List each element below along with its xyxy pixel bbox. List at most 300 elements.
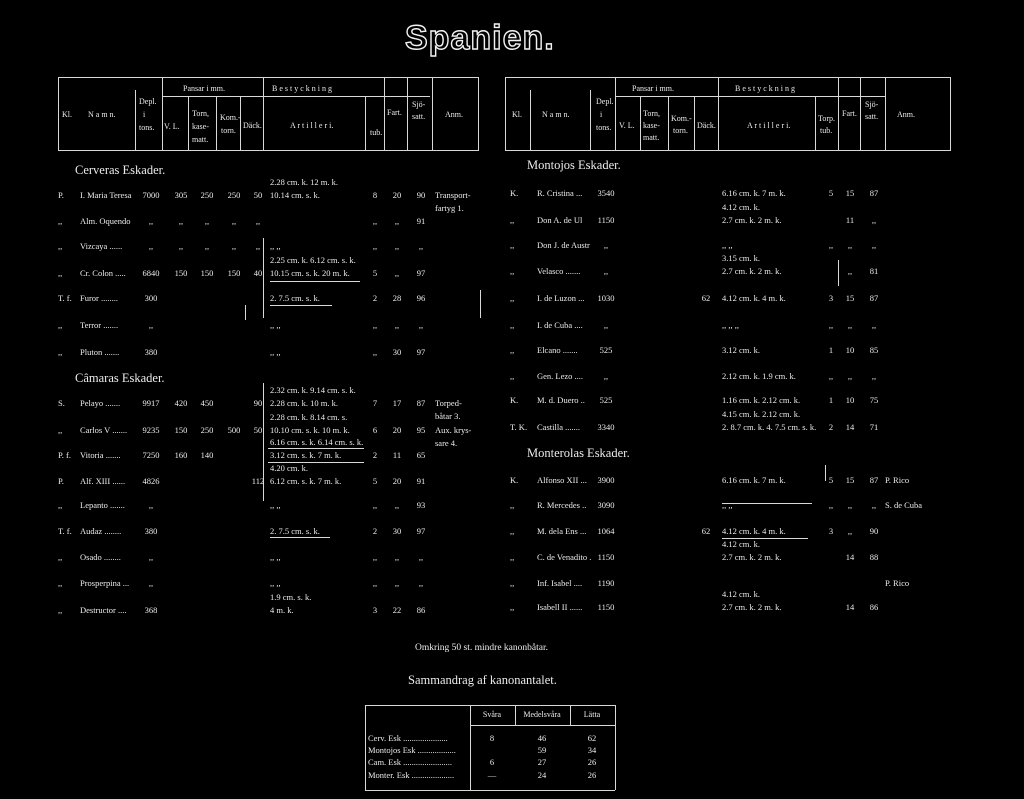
ship-name: I. de Luzon ... [537,293,585,303]
speed: ,, [394,578,400,588]
summary-cell: 34 [587,745,597,755]
displacement: 6840 [142,268,160,278]
ship-name: I. de Cuba .... [537,320,583,330]
ship-name: I. Maria Teresa [80,190,132,200]
ship-class: K. [510,395,519,405]
displacement: 7000 [142,190,160,200]
artillery-line: 2. 7.5 cm. s. k. [270,526,320,536]
remarks: Torped- [435,398,462,408]
artillery-line: 2.7 cm. k. 2 m. k. [722,602,782,612]
torpedo-tubes: 3 [828,293,834,303]
ship-class: ,, [510,602,515,612]
launched-year: 86 [869,602,879,612]
armor-conning-tower: 150 [227,268,241,278]
ship-name: Vitoria ....... [80,450,121,460]
ship-class: K. [510,475,519,485]
table-rule [270,537,330,538]
ship-class: ,, [510,240,515,250]
speed: 22 [392,605,402,615]
header-conning-tower: torn. [221,126,236,135]
ship-name: Don A. de Ul [537,215,583,225]
armor-conning-tower: ,, [231,241,237,251]
ship-name: Osado ........ [80,552,121,562]
section-title: Cerveras Eskader. [75,163,166,177]
displacement: 1190 [597,578,615,588]
armor-deck: 50 [253,190,263,200]
launched-year: 97 [416,526,426,536]
artillery-line: 10.14 cm. s. k. [270,190,320,200]
launched-year: 71 [869,422,879,432]
armor-deck: 62 [701,526,711,536]
armor-turret: ,, [204,216,210,226]
artillery-line: ,, ,, ,, [722,320,739,330]
armor-waterline: 420 [174,398,188,408]
header-torpedo-tubes: Torp. [818,114,835,123]
ship-name: Velasco ....... [537,266,581,276]
ship-name: Don J. de Austr [537,240,590,250]
artillery-line: 2.12 cm. k. 1.9 cm. k. [722,371,796,381]
launched-year: 95 [416,425,426,435]
summary-cell: 27 [537,757,547,767]
armor-conning-tower: ,, [231,216,237,226]
header-turret: Torn, [192,109,209,118]
armor-turret: 450 [200,398,214,408]
ship-name: Pelayo ....... [80,398,121,408]
table-rule [162,96,263,97]
artillery-line: 2.32 cm. k. 9.14 cm. s. k. [270,385,356,395]
table-rule [885,77,886,151]
header-name: N a m n. [542,110,570,119]
table-rule [718,77,719,151]
artillery-line: 4.12 cm. k. [722,589,761,599]
launched-year: ,, [418,320,424,330]
summary-row-label: Cerv. Esk ..................... [368,733,448,743]
speed: 11 [392,450,402,460]
speed: 15 [845,293,855,303]
ship-class: ,, [510,578,515,588]
armor-turret: 140 [200,450,214,460]
displacement: 1030 [597,293,615,303]
header-class: Kl. [512,110,522,119]
launched-year: 90 [416,190,426,200]
torpedo-tubes: 7 [372,398,378,408]
displacement: 3090 [597,500,615,510]
ship-name: Alf. XIII ...... [80,476,126,486]
remarks: P. Rico [885,578,910,588]
table-rule [815,96,816,151]
table-rule [58,77,478,78]
remarks: Aux. krys- [435,425,472,435]
torpedo-tubes: 5 [828,475,834,485]
ship-class: ,, [510,266,515,276]
displacement: 525 [599,345,613,355]
artillery-line: 6.16 cm. k. 7 m. k. [722,475,786,485]
speed: 28 [392,293,402,303]
table-rule [505,77,506,151]
displacement: 1064 [597,526,615,536]
displacement: ,, [148,500,154,510]
launched-year: 93 [416,500,426,510]
ship-name: Terror ....... [80,320,119,330]
torpedo-tubes: ,, [828,371,834,381]
ship-name: Gen. Lezo .... [537,371,584,381]
speed: ,, [394,500,400,510]
armor-waterline: 150 [174,268,188,278]
ship-name: Isabell II ...... [537,602,583,612]
table-rule [365,96,366,151]
launched-year: 87 [416,398,426,408]
table-rule [505,77,950,78]
launched-year: ,, [418,552,424,562]
ship-class: T. K. [510,422,528,432]
speed: ,, [394,320,400,330]
displacement: ,, [603,240,609,250]
displacement: 4826 [142,476,160,486]
header-conning-tower: Kom.- [220,113,241,122]
header-speed: Fart. [842,109,857,118]
ship-name: Castilla ....... [537,422,580,432]
torpedo-tubes: ,, [372,500,378,510]
summary-row-label: Cam. Esk ....................... [368,757,453,767]
armor-waterline: 305 [174,190,188,200]
speed: 30 [392,526,402,536]
armor-turret: 250 [200,425,214,435]
artillery-line: 3.12 cm. s. k. 7 m. k. [270,450,342,460]
header-launched: satt. [412,112,426,121]
launched-year: 75 [869,395,879,405]
table-rule [384,77,385,151]
header-turret: kase- [192,122,209,131]
displacement: ,, [603,266,609,276]
artillery-line: ,, ,, [270,578,281,588]
ship-class: ,, [58,216,63,226]
ship-class: ,, [58,500,63,510]
header-launched: Sjö- [865,100,879,109]
table-rule [365,705,615,706]
table-rule [615,77,616,151]
ship-class: T. f. [58,526,72,536]
ship-name: M. dela Ens ... [537,526,587,536]
artillery-line: 4.12 cm. k. 4 m. k. [722,526,786,536]
displacement: ,, [148,241,154,251]
table-rule [263,77,264,151]
artillery-line: 2.28 cm. k. 12 m. k. [270,177,338,187]
speed: 20 [392,190,402,200]
ship-class: ,, [510,320,515,330]
table-rule [694,96,695,151]
remarks: Transport- [435,190,471,200]
artillery-line: ,, ,, [270,347,281,357]
footnote: Omkring 50 st. mindre kanonbåtar. [415,643,548,653]
header-waterline: V. L. [619,121,635,130]
ship-name: C. de Venadito . [537,552,592,562]
ship-class: ,, [510,345,515,355]
launched-year: ,, [871,320,877,330]
torpedo-tubes: 5 [372,476,378,486]
table-rule [480,290,481,318]
ship-name: Inf. Isabel .... [537,578,583,588]
ship-class: S. [58,398,65,408]
armor-deck: 50 [253,425,263,435]
displacement: ,, [148,216,154,226]
ship-name: Carlos V ....... [80,425,128,435]
header-class: Kl. [62,110,72,119]
table-rule [162,77,163,151]
artillery-line: 4.12 cm. k. [722,539,761,549]
artillery-line: 2.7 cm. k. 2 m. k. [722,552,782,562]
artillery-line: 2.7 cm. k. 2 m. k. [722,266,782,276]
torpedo-tubes: ,, [372,216,378,226]
speed: ,, [847,526,853,536]
artillery-line: ,, ,, [722,240,733,250]
artillery-line: ,, ,, [722,500,733,510]
launched-year: ,, [871,500,877,510]
displacement: 380 [144,526,158,536]
ship-class: ,, [58,425,63,435]
table-rule [58,150,478,151]
launched-year: 87 [869,188,879,198]
armor-conning-tower: 500 [227,425,241,435]
artillery-line: 4 m. k. [270,605,294,615]
artillery-line: 1.9 cm. s. k. [270,592,312,602]
torpedo-tubes: ,, [372,320,378,330]
launched-year: 97 [416,347,426,357]
torpedo-tubes: 1 [828,395,834,405]
armor-waterline: ,, [178,216,184,226]
header-displacement: tons. [139,123,155,132]
summary-column-header: Lätta [583,710,601,719]
table-rule [216,96,217,151]
table-rule [365,790,615,791]
launched-year: ,, [418,578,424,588]
header-torpedo-tubes: tub. [370,128,383,137]
header-name: N a m n. [88,110,116,119]
header-speed: Fart. [387,108,402,117]
displacement: 1150 [597,552,615,562]
displacement: 3340 [597,422,615,432]
displacement: 3900 [597,475,615,485]
launched-year: ,, [871,371,877,381]
ship-name: R. Cristina ... [537,188,583,198]
table-rule [263,96,430,97]
summary-cell: 46 [537,733,547,743]
speed: 14 [845,602,855,612]
ship-name: Destructor .... [80,605,127,615]
launched-year: 96 [416,293,426,303]
section-title: Montojos Eskader. [527,158,621,172]
speed: ,, [847,500,853,510]
launched-year: 65 [416,450,426,460]
header-armor: Pansar i mm. [632,84,674,93]
artillery-line: 3.12 cm. k. [722,345,761,355]
ship-name: Furor ........ [80,293,119,303]
summary-row-label: Montojos Esk .................. [368,745,456,755]
speed: 20 [392,425,402,435]
ship-class: ,, [510,293,515,303]
launched-year: 85 [869,345,879,355]
launched-year: 97 [416,268,426,278]
displacement: 380 [144,347,158,357]
artillery-line: 2.28 cm. k. 8.14 cm. s. [270,412,348,422]
table-rule [240,96,241,151]
table-rule [640,96,641,151]
ship-class: ,, [510,552,515,562]
displacement: 7250 [142,450,160,460]
torpedo-tubes: ,, [372,241,378,251]
armor-deck: 62 [701,293,711,303]
header-artillery: A r t i l l e r i. [290,121,334,130]
speed: ,, [847,266,853,276]
summary-column-header: Medelsvåra [523,710,561,719]
ship-class: ,, [58,320,63,330]
ship-class: P. f. [58,450,71,460]
armor-waterline: 150 [174,425,188,435]
speed: 14 [845,552,855,562]
ship-class: ,, [58,552,63,562]
torpedo-tubes: ,, [372,347,378,357]
summary-cell: 8 [489,733,495,743]
torpedo-tubes: ,, [828,240,834,250]
table-rule [668,96,669,151]
summary-cell: 62 [587,733,597,743]
ship-class: ,, [58,605,63,615]
ship-class: ,, [58,241,63,251]
table-rule [470,725,615,726]
table-rule [860,77,861,151]
speed: ,, [847,371,853,381]
table-rule [365,705,366,790]
displacement: 1150 [597,602,615,612]
displacement: 368 [144,605,158,615]
header-torpedo-tubes: tub. [820,126,833,135]
artillery-line: 4.12 cm. k. [722,202,761,212]
ship-class: P. [58,476,64,486]
displacement: 300 [144,293,158,303]
table-rule [268,448,364,449]
table-rule [245,305,246,320]
table-rule [838,77,839,151]
launched-year: 90 [869,526,879,536]
ship-class: ,, [510,500,515,510]
speed: 30 [392,347,402,357]
speed: 14 [845,422,855,432]
speed: 20 [392,476,402,486]
torpedo-tubes: 6 [372,425,378,435]
artillery-line: 4.12 cm. k. 4 m. k. [722,293,786,303]
artillery-line: 2.28 cm. k. 10 m. k. [270,398,338,408]
summary-column-header: Svåra [482,710,502,719]
artillery-line: ,, ,, [270,320,281,330]
artillery-line: 6.16 cm. k. 7 m. k. [722,188,786,198]
header-armament: B e s t y c k n i n g [272,84,332,93]
section-title: Câmaras Eskader. [75,371,165,385]
artillery-line: ,, ,, [270,241,281,251]
header-deck: Däck. [243,121,262,130]
torpedo-tubes: ,, [372,552,378,562]
torpedo-tubes: 3 [828,526,834,536]
summary-cell: 24 [537,770,547,780]
displacement: ,, [603,320,609,330]
ship-class: ,, [58,268,63,278]
header-remarks: Anm. [445,110,463,119]
ship-class: K. [510,188,519,198]
torpedo-tubes: 3 [372,605,378,615]
ship-name: Lepanto ....... [80,500,125,510]
launched-year: 86 [416,605,426,615]
header-displacement: i [143,110,146,119]
artillery-line: ,, ,, [270,552,281,562]
launched-year: 91 [416,476,426,486]
remarks: sare 4. [435,438,458,448]
launched-year: 91 [416,216,426,226]
speed: 15 [845,475,855,485]
summary-cell: 59 [537,745,547,755]
summary-cell: 6 [489,757,495,767]
displacement: ,, [148,320,154,330]
summary-cell: 26 [587,770,597,780]
armor-turret: 150 [200,268,214,278]
armor-conning-tower: 250 [227,190,241,200]
displacement: ,, [148,578,154,588]
armor-turret: ,, [204,241,210,251]
armor-deck: 40 [253,268,263,278]
launched-year: ,, [871,215,877,225]
ship-name: Alfonso XII ... [537,475,587,485]
artillery-line: 3.15 cm. k. [722,253,761,263]
artillery-line: 10.10 cm. s. k. 10 m. k. [270,425,350,435]
table-rule [270,281,360,282]
header-launched: Sjö- [412,100,426,109]
ship-class: ,, [58,578,63,588]
table-rule [950,77,951,151]
speed: ,, [847,320,853,330]
header-conning-tower: torn. [673,126,688,135]
table-rule [478,77,479,151]
artillery-line: 2.25 cm. k. 6.12 cm. s. k. [270,255,356,265]
displacement: 3540 [597,188,615,198]
torpedo-tubes: 1 [828,345,834,355]
displacement: 525 [599,395,613,405]
table-rule [407,77,408,151]
artillery-line: 10.15 cm. s. k. 20 m. k. [270,268,350,278]
ship-name: Audaz ........ [80,526,122,536]
header-turret: Torn, [643,109,660,118]
header-launched: satt. [865,112,879,121]
header-displacement: i [600,110,603,119]
speed: ,, [394,268,400,278]
page-title: Spanien. [405,19,555,57]
table-rule [530,90,531,151]
speed: ,, [394,216,400,226]
armor-deck: 90 [253,398,263,408]
header-turret: matt. [192,135,209,144]
speed: ,, [394,552,400,562]
speed: 11 [845,215,855,225]
ship-name: Vizcaya ...... [80,241,123,251]
remarks: P. Rico [885,475,910,485]
torpedo-tubes: ,, [828,320,834,330]
summary-cell: — [487,770,497,780]
remarks: fartyg 1. [435,203,464,213]
artillery-line: 1.16 cm. k. 2.12 cm. k. [722,395,801,405]
speed: 10 [845,395,855,405]
displacement: ,, [148,552,154,562]
summary-title: Sammandrag af kanonantalet. [408,673,557,687]
armor-turret: 250 [200,190,214,200]
ship-name: Alm. Oquendo [80,216,131,226]
speed: 10 [845,345,855,355]
header-deck: Däck. [697,121,716,130]
